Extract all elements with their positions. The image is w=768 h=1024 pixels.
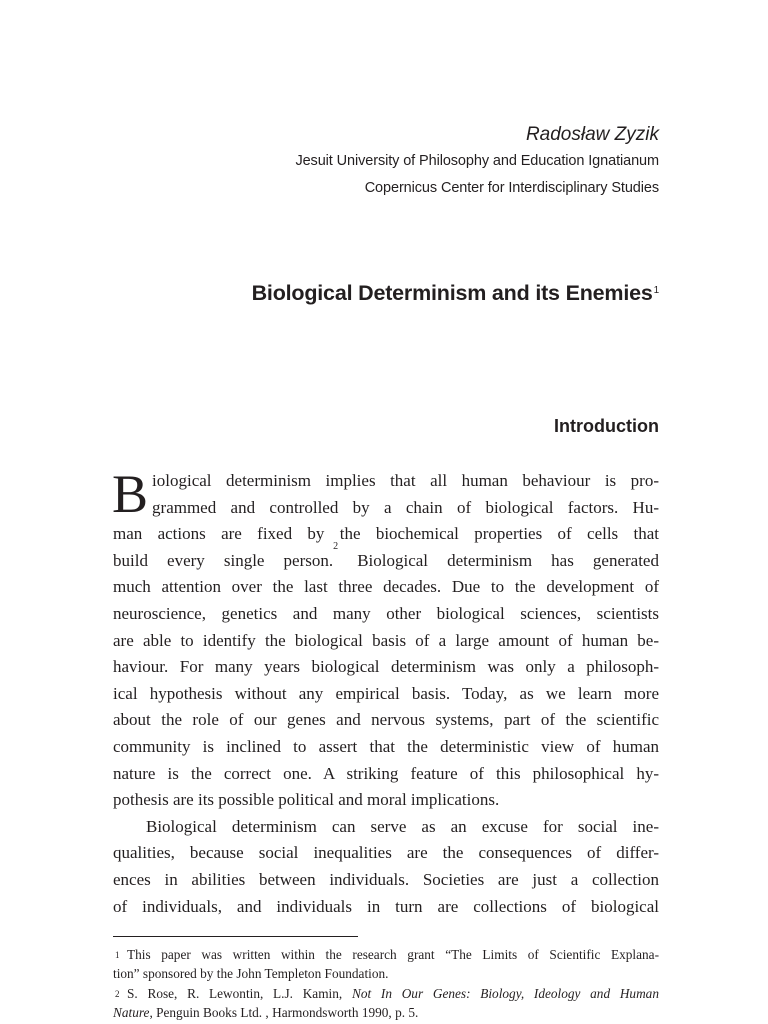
text-line: iological determinism implies that all human behaviour is pro- [152, 471, 659, 490]
footnote-ref-2[interactable]: 2 [333, 540, 339, 552]
author-name: Radosław Zyzik [525, 124, 659, 145]
text-line: are able to identify the biological basis of a large amount of human be- [113, 630, 659, 650]
footnote-text: S. Rose, R. Lewontin, L.J. Kamin, [127, 985, 352, 1001]
footnote-number: 1 [115, 950, 120, 960]
footnote-2 [113, 984, 659, 1023]
text-line: man actions are fixed by the biochemical properties of cells that [113, 524, 659, 544]
text-line: about the role of our genes and nervous systems, part of the scientific [113, 710, 659, 730]
text-line: much attention over the last three decades. Due to the development of [113, 577, 659, 597]
text-line: neuroscience, genetics and many other biological sciences, scientists [113, 603, 659, 623]
footnote-line [113, 1003, 659, 1022]
footnote-text: , Penguin Books Ltd. , Harmondsworth 1990, p. 5. [149, 1005, 419, 1021]
author-block [295, 122, 659, 202]
footnote-line [113, 945, 659, 964]
drop-cap: B [112, 464, 149, 524]
section-heading: Introduction [554, 416, 659, 436]
title-footnote-ref[interactable]: 1 [653, 285, 659, 296]
text-line [113, 540, 659, 575]
footnote-text: This paper was written within the research grant “The Limits of Scientific Explana- [127, 947, 659, 962]
affiliation-center: Copernicus Center for Interdisciplinary Studies [364, 180, 659, 196]
paragraph-1 [112, 464, 659, 814]
body-text [112, 464, 659, 920]
text-line: haviour. For many years biological determinism was only a philosoph- [113, 657, 659, 677]
footnote-1 [113, 945, 659, 984]
text-segment: build every single person. [113, 550, 334, 570]
footnote-book-title: Not In Our Genes: Biology, Ideology and Human [351, 985, 659, 1001]
footnote-line [113, 984, 659, 1003]
text-line: grammed and controlled by a chain of biological factors. Hu- [152, 497, 659, 517]
text-segment: Biological determinism has generated [338, 550, 659, 570]
article-title [252, 278, 659, 308]
text-line: ical hypothesis without any empirical basis. Today, as we learn more [113, 683, 659, 703]
text-line: nature is the correct one. A striking feature of this philosophical hy- [113, 763, 659, 783]
footnotes [113, 945, 659, 1023]
footnote-divider [113, 936, 358, 937]
affiliation-university: Jesuit University of Philosophy and Education Ignatianum [295, 153, 659, 169]
text-line: pothesis are its possible political and moral implications. [113, 790, 500, 810]
footnote-line: tion” sponsored by the John Templeton Foundation. [113, 966, 389, 982]
text-line: qualities, because social inequalities are the consequences of differ- [113, 843, 659, 863]
text-line: Biological determinism can serve as an excuse for social ine- [146, 816, 659, 836]
paragraph-2 [113, 814, 659, 920]
footnote-book-title: Nature [113, 1005, 150, 1021]
article-title-text: Biological Determinism and its Enemies [251, 281, 653, 305]
text-line: community is inclined to assert that the deterministic view of human [113, 736, 659, 756]
text-line: of individuals, and individuals in turn are collections of biological [113, 896, 659, 916]
text-line: ences in abilities between individuals. Societies are just a collection [113, 869, 659, 889]
footnote-number: 2 [115, 988, 120, 999]
